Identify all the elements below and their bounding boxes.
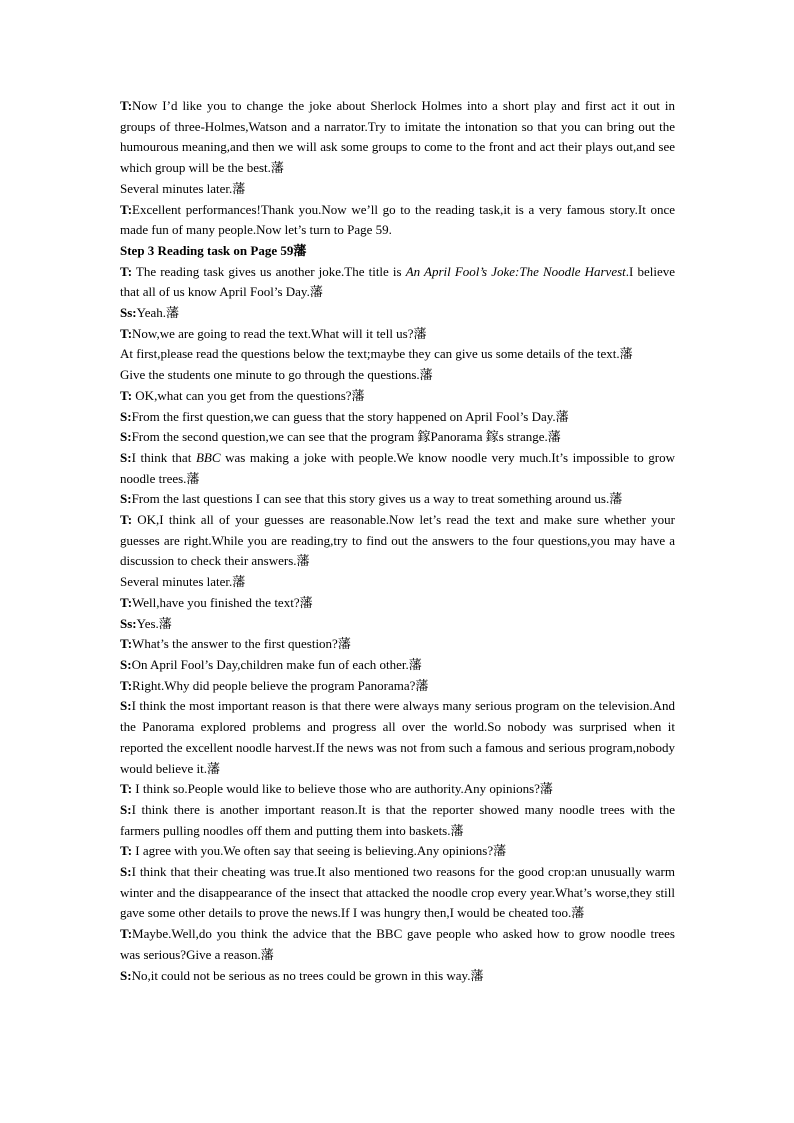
paragraph-text: Maybe.Well,do you think the advice that the BBC gave people who asked how to grow noodle trees was serious?Give a reason.藩 bbox=[120, 926, 675, 962]
dialogue-paragraph bbox=[120, 262, 675, 303]
paragraph-text: Now I’d like you to change the joke about Sherlock Holmes into a short play and first act it out in groups of three-Holmes,Watson and a narrator.Try to imitate the intonation so that you can bring out the humourous meaning,and then we will ask some groups to come to the front and act their plays out,and see which group will be the best.藩 bbox=[120, 98, 675, 176]
document-page bbox=[120, 96, 675, 986]
speaker-label: S: bbox=[120, 656, 132, 672]
dialogue-paragraph bbox=[120, 676, 675, 697]
dialogue-paragraph bbox=[120, 96, 675, 179]
paragraph-text: From the first question,we can guess that the story happened on April Fool’s Day.藩 bbox=[131, 408, 569, 424]
speaker-label: T: bbox=[120, 781, 133, 797]
dialogue-paragraph bbox=[120, 655, 675, 676]
dialogue-paragraph bbox=[120, 966, 675, 987]
paragraph-text: I think that their cheating was true.It also mentioned two reasons for the good crop:an unusually warm winter and the disappearance of the insect that attacked the noodle crop every year.What’s worse,they still gave some other details to prove the news.If I was hungry then,I would be cheated too.藩 bbox=[120, 864, 675, 921]
dialogue-paragraph bbox=[120, 614, 675, 635]
speaker-label: T: bbox=[120, 325, 133, 341]
dialogue-paragraph bbox=[120, 862, 675, 924]
dialogue-paragraph bbox=[120, 593, 675, 614]
dialogue-paragraph bbox=[120, 365, 675, 386]
paragraph-text: What’s the answer to the first question?藩 bbox=[132, 636, 351, 652]
speaker-label: T: bbox=[120, 201, 133, 217]
speaker-label: T: bbox=[120, 98, 133, 113]
paragraph-text: The reading task gives us another joke.The title is bbox=[132, 263, 406, 279]
paragraph-text: I think so.People would like to believe those who are authority.Any opinions?藩 bbox=[132, 781, 553, 797]
paragraph-text: Several minutes later.藩 bbox=[120, 574, 246, 590]
dialogue-paragraph bbox=[120, 448, 675, 489]
dialogue-paragraph bbox=[120, 489, 675, 510]
paragraph-text: I agree with you.We often say that seeing is believing.Any opinions?藩 bbox=[132, 843, 507, 859]
paragraph-text: From the last questions I can see that this story gives us a way to treat something around us.藩 bbox=[131, 491, 623, 507]
dialogue-paragraph bbox=[120, 841, 675, 862]
dialogue-paragraph bbox=[120, 924, 675, 965]
dialogue-paragraph bbox=[120, 572, 675, 593]
dialogue-paragraph bbox=[120, 179, 675, 200]
paragraph-text: Well,have you finished the text?藩 bbox=[132, 594, 313, 610]
speaker-label: S: bbox=[120, 864, 132, 880]
speaker-label: S: bbox=[120, 801, 132, 817]
speaker-label: Ss: bbox=[120, 305, 137, 321]
speaker-label: T: bbox=[120, 512, 133, 528]
paragraph-text: .I believe that all of us know April Fool’s Day.藩 bbox=[120, 263, 675, 300]
dialogue-paragraph bbox=[120, 510, 675, 572]
speaker-label: T: bbox=[120, 677, 133, 693]
dialogue-paragraph bbox=[120, 407, 675, 428]
paragraph-text: I think there is another important reason.It is that the reporter showed many noodle trees with the farmers pulling noodles off them and putting them into baskets.藩 bbox=[120, 801, 675, 838]
paragraph-text: I think the most important reason is that there were always many serious program on the television.And the Panorama explored problems and progress all over the world.So nobody was surprised when it reported the excellent noodle harvest.If the news was not from such a famous and serious program,nobody would believe it.藩 bbox=[120, 698, 675, 776]
paragraph-text: No,it could not be serious as no trees could be grown in this way.藩 bbox=[131, 967, 484, 983]
dialogue-paragraph bbox=[120, 779, 675, 800]
section-heading bbox=[120, 241, 675, 262]
dialogue-paragraph bbox=[120, 324, 675, 345]
paragraph-text: Now,we are going to read the text.What will it tell us?藩 bbox=[132, 325, 427, 341]
paragraph-text: On April Fool’s Day,children make fun of each other.藩 bbox=[131, 656, 422, 672]
dialogue-paragraph bbox=[120, 344, 675, 365]
speaker-label: S: bbox=[120, 408, 132, 424]
speaker-label: S: bbox=[120, 491, 132, 507]
paragraph-text: Several minutes later.藩 bbox=[120, 180, 246, 196]
speaker-label: S: bbox=[120, 429, 132, 445]
speaker-label: T: bbox=[120, 926, 133, 942]
italic-title-text: BBC bbox=[195, 449, 221, 465]
speaker-label: S: bbox=[120, 698, 132, 714]
dialogue-paragraph bbox=[120, 696, 675, 779]
paragraph-text: OK,what can you get from the questions?藩 bbox=[132, 387, 365, 403]
paragraph-text: From the second question,we can see that the program 鎵Panorama 鎵s strange.藩 bbox=[131, 429, 561, 445]
italic-title-text: An April Fool’s Joke:The Noodle Harvest bbox=[405, 263, 626, 279]
speaker-label: T: bbox=[120, 636, 133, 652]
paragraph-text: was making a joke with people.We know noodle very much.It’s impossible to grow noodle trees.藩 bbox=[120, 449, 676, 486]
dialogue-paragraph bbox=[120, 427, 675, 448]
paragraph-text: Step 3 Reading task on Page 59藩 bbox=[120, 242, 307, 258]
speaker-label: S: bbox=[120, 967, 132, 983]
dialogue-paragraph bbox=[120, 200, 675, 241]
paragraph-text: Yes.藩 bbox=[136, 615, 172, 631]
speaker-label: T: bbox=[120, 387, 133, 403]
paragraph-text: At first,please read the questions below the text;maybe they can give us some details of the text.藩 bbox=[120, 346, 633, 362]
speaker-label: Ss: bbox=[120, 615, 137, 631]
paragraph-text: Give the students one minute to go through the questions.藩 bbox=[120, 367, 433, 383]
dialogue-paragraph bbox=[120, 386, 675, 407]
speaker-label: S: bbox=[120, 449, 132, 465]
speaker-label: T: bbox=[120, 263, 133, 279]
speaker-label: T: bbox=[120, 594, 133, 610]
paragraph-text: OK,I think all of your guesses are reasonable.Now let’s read the text and make sure whether your guesses are right.While you are reading,try to find out the answers to the four questions,you may have a discussion to check their answers.藩 bbox=[120, 512, 675, 569]
paragraph-text: Yeah.藩 bbox=[136, 305, 180, 321]
paragraph-text: I think that bbox=[131, 449, 196, 465]
paragraph-text: Excellent performances!Thank you.Now we’ll go to the reading task,it is a very famous story.It once made fun of many people.Now let’s turn to Page 59. bbox=[120, 201, 675, 238]
paragraph-text: Right.Why did people believe the program Panorama?藩 bbox=[132, 677, 429, 693]
dialogue-paragraph bbox=[120, 634, 675, 655]
dialogue-paragraph bbox=[120, 303, 675, 324]
speaker-label: T: bbox=[120, 843, 133, 859]
dialogue-paragraph bbox=[120, 800, 675, 841]
